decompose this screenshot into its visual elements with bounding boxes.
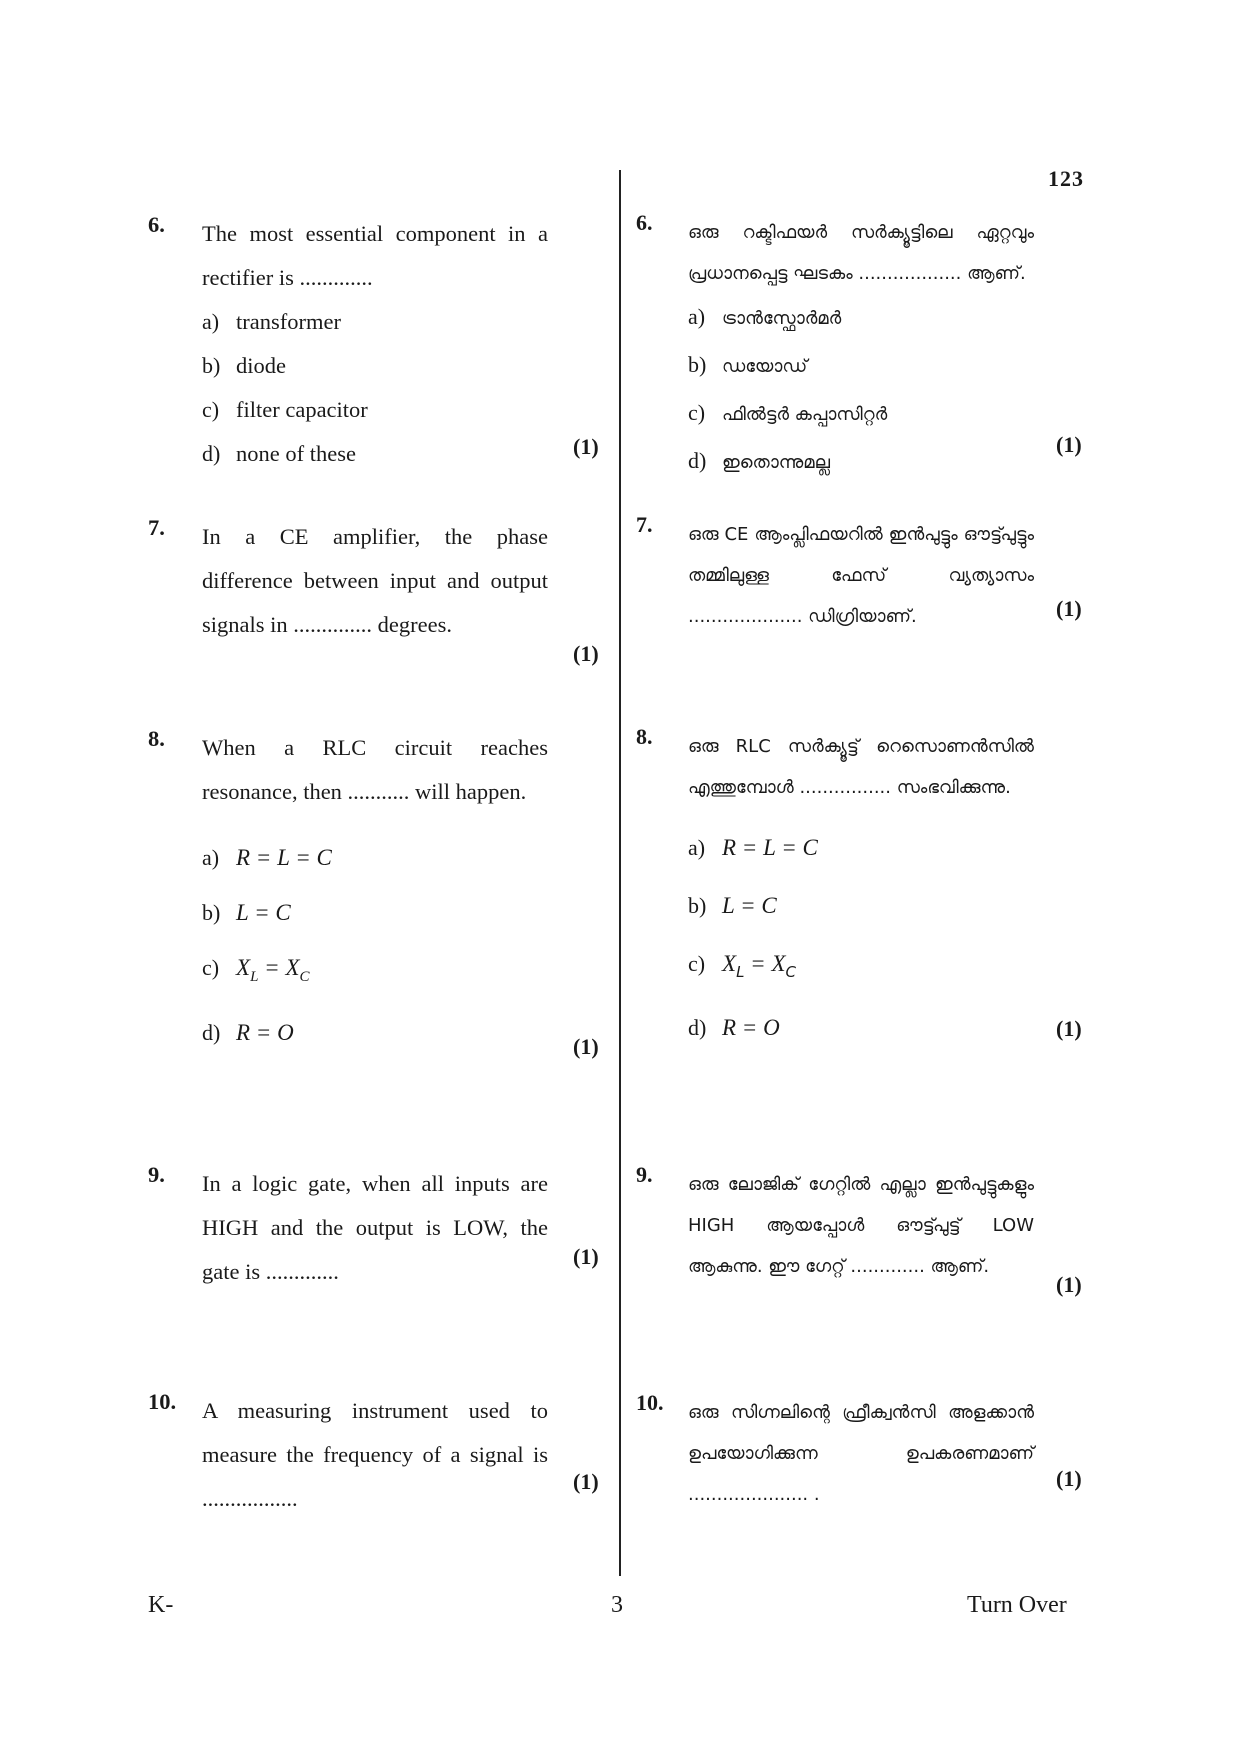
question-text: In a CE amplifier, the phase difference between input and output signals in .............. degrees. bbox=[202, 524, 548, 637]
question-number: 10. bbox=[636, 1390, 664, 1415]
option-d: d) R = O bbox=[688, 1015, 780, 1040]
question-text: ഒരു RLC സർക്യൂട്ട് റെസൊണൻസിൽ എത്തുമ്പോൾ ................ സംഭവിക്കുന്നു. bbox=[688, 736, 1034, 798]
mark-label: (1) bbox=[573, 641, 599, 666]
option-d: d) none of these bbox=[202, 441, 356, 466]
question-en-6 bbox=[148, 212, 606, 476]
question-text: ഒരു റക്ടിഫയർ സർക്യൂട്ടിലെ ഏറ്റവും പ്രധാനപ്പെട്ട ഘടകം .................. ആണ്. bbox=[688, 222, 1034, 284]
mark-label: (1) bbox=[573, 1244, 599, 1269]
option-c: c) $X_L = X_C$ bbox=[688, 951, 796, 981]
option-c: c) $X_L = X_C$ bbox=[202, 955, 310, 985]
question-text: ഒരു CE ആംപ്ലിഫയറിൽ ഇൻപുട്ടും ഔട്ട്പുട്ടും തമ്മിലുള്ള ഫേസ് വ്യത്യാസം .................... ഡിഗ്രിയാണ്. bbox=[688, 524, 1034, 627]
mark-label: (1) bbox=[1056, 1272, 1082, 1297]
turn-over-label: Turn Over bbox=[967, 1592, 1067, 1618]
question-ml-7 bbox=[636, 514, 1094, 637]
mark-label: (1) bbox=[573, 434, 599, 459]
option-c: c) filter capacitor bbox=[202, 397, 368, 422]
question-text: ഒരു സിഗ്നലിന്റെ ഫ്രീക്വൻസി അളക്കാൻ ഉപയോഗിക്കുന്ന ഉപകരണമാണ് ..................... . bbox=[688, 1402, 1034, 1505]
mark-label: (1) bbox=[1056, 1016, 1082, 1041]
column-divider bbox=[619, 170, 621, 1576]
option-list bbox=[688, 294, 1094, 486]
question-text: In a logic gate, when all inputs are HIGH and the output is LOW, the gate is ............. bbox=[202, 1171, 548, 1284]
option-b: b) L = C bbox=[202, 900, 291, 925]
question-ml-10 bbox=[636, 1392, 1094, 1515]
option-list bbox=[202, 830, 606, 1060]
question-en-7 bbox=[148, 515, 606, 666]
question-en-8 bbox=[148, 726, 606, 1060]
option-b: b) L = C bbox=[688, 893, 777, 918]
mark-label: (1) bbox=[573, 1034, 599, 1059]
mark-label: (1) bbox=[1056, 1466, 1082, 1491]
mark-label: (1) bbox=[1056, 432, 1082, 457]
question-number: 9. bbox=[148, 1162, 165, 1187]
question-ml-9 bbox=[636, 1162, 1094, 1297]
option-a: a) R = L = C bbox=[688, 835, 818, 860]
question-number: 9. bbox=[636, 1162, 653, 1187]
question-number: 8. bbox=[148, 726, 165, 751]
option-list bbox=[688, 820, 1094, 1058]
page-code: 123 bbox=[1048, 166, 1084, 191]
option-a: a) transformer bbox=[202, 309, 341, 334]
question-number: 7. bbox=[636, 512, 653, 537]
question-number: 6. bbox=[636, 210, 653, 235]
question-en-9 bbox=[148, 1162, 606, 1294]
question-text: When a RLC circuit reaches resonance, then ........... will happen. bbox=[202, 735, 548, 804]
mark-label: (1) bbox=[1056, 596, 1082, 621]
option-d: d) ഇതൊന്നുമല്ല bbox=[688, 448, 830, 473]
question-text: A measuring instrument used to measure the frequency of a signal is ................. bbox=[202, 1398, 548, 1511]
footer-code: K- bbox=[148, 1592, 174, 1618]
question-number: 8. bbox=[636, 724, 653, 749]
option-a: a) ട്രാൻസ്ഫോർമർ bbox=[688, 304, 842, 329]
question-text: The most essential component in a rectifier is ............. bbox=[202, 221, 548, 290]
question-en-10 bbox=[148, 1389, 606, 1521]
option-b: b) ഡയോഡ് bbox=[688, 352, 808, 377]
question-number: 10. bbox=[148, 1389, 177, 1414]
question-text: ഒരു ലോജിക് ഗേറ്റിൽ എല്ലാ ഇൻപുട്ടുകളും HIGH ആയപ്പോൾ ഔട്ട്പുട്ട് LOW ആകുന്നു. ഈ ഗേറ്റ് ............. ആണ്. bbox=[688, 1174, 1034, 1277]
option-b: b) diode bbox=[202, 353, 286, 378]
question-ml-6 bbox=[636, 212, 1094, 486]
question-ml-8 bbox=[636, 726, 1094, 1058]
option-d: d) R = O bbox=[202, 1020, 294, 1045]
option-a: a) R = L = C bbox=[202, 845, 332, 870]
page-number: 3 bbox=[611, 1592, 623, 1618]
question-number: 6. bbox=[148, 212, 165, 237]
question-number: 7. bbox=[148, 515, 165, 540]
option-list bbox=[202, 300, 606, 476]
mark-label: (1) bbox=[573, 1469, 599, 1494]
option-c: c) ഫിൽട്ടർ കപ്പാസിറ്റർ bbox=[688, 400, 888, 425]
